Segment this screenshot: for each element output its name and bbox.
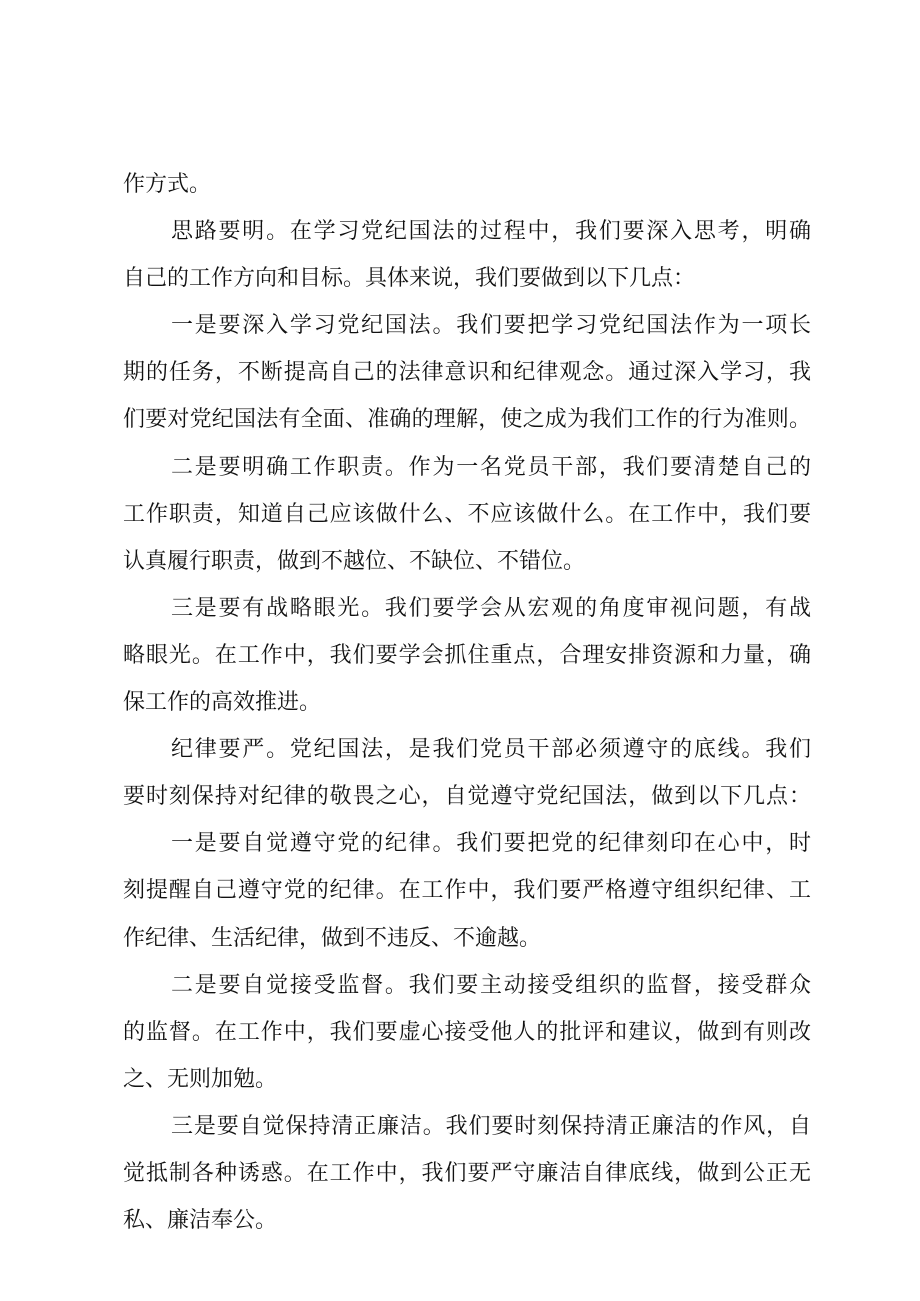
text-line: 保工作的高效推进。 (123, 690, 322, 716)
text-line: 期的任务，不断提高自己的法律意识和纪律观念。通过深入学习，我 (123, 360, 811, 386)
text-line: 思路要明。在学习党纪国法的过程中，我们要深入思考，明确 (171, 219, 811, 245)
text-line: 认真履行职责，做到不越位、不缺位、不错位。 (123, 548, 586, 574)
text-line: 要时刻保持对纪律的敬畏之心，自觉遵守党纪国法，做到以下几点： (123, 784, 811, 810)
text-line: 私、廉洁奉公。 (123, 1208, 278, 1234)
text-line: 三是要自觉保持清正廉洁。我们要时刻保持清正廉洁的作风，自 (171, 1113, 811, 1139)
text-line: 刻提醒自己遵守党的纪律。在工作中，我们要严格遵守组织纪律、工 (123, 878, 811, 904)
document-body (123, 161, 811, 1244)
text-line: 作方式。 (123, 172, 212, 197)
text-line: 工作职责，知道自己应该做什么、不应该做什么。在工作中，我们要 (123, 501, 811, 527)
text-line: 自己的工作方向和目标。具体来说，我们要做到以下几点： (123, 266, 696, 292)
text-line: 们要对党纪国法有全面、准确的理解，使之成为我们工作的行为准则。 (123, 407, 811, 433)
text-line: 二是要明确工作职责。作为一名党员干部，我们要清楚自己的 (171, 454, 811, 480)
text-line: 二是要自觉接受监督。我们要主动接受组织的监督，接受群众 (171, 972, 811, 998)
text-line: 的监督。在工作中，我们要虚心接受他人的批评和建议，做到有则改 (123, 1019, 811, 1045)
text-line: 作纪律、生活纪律，做到不违反、不逾越。 (123, 925, 542, 951)
text-line: 一是要深入学习党纪国法。我们要把学习党纪国法作为一项长 (171, 313, 811, 339)
text-line: 三是要有战略眼光。我们要学会从宏观的角度审视问题，有战 (171, 595, 811, 621)
text-line: 一是要自觉遵守党的纪律。我们要把党的纪律刻印在心中，时 (171, 831, 811, 857)
text-line: 略眼光。在工作中，我们要学会抓住重点，合理安排资源和力量，确 (123, 642, 811, 668)
text-line: 觉抵制各种诱惑。在工作中，我们要严守廉洁自律底线，做到公正无 (123, 1160, 811, 1186)
text-line: 之、无则加勉。 (123, 1066, 278, 1092)
text-line: 纪律要严。党纪国法，是我们党员干部必须遵守的底线。我们 (171, 737, 811, 763)
